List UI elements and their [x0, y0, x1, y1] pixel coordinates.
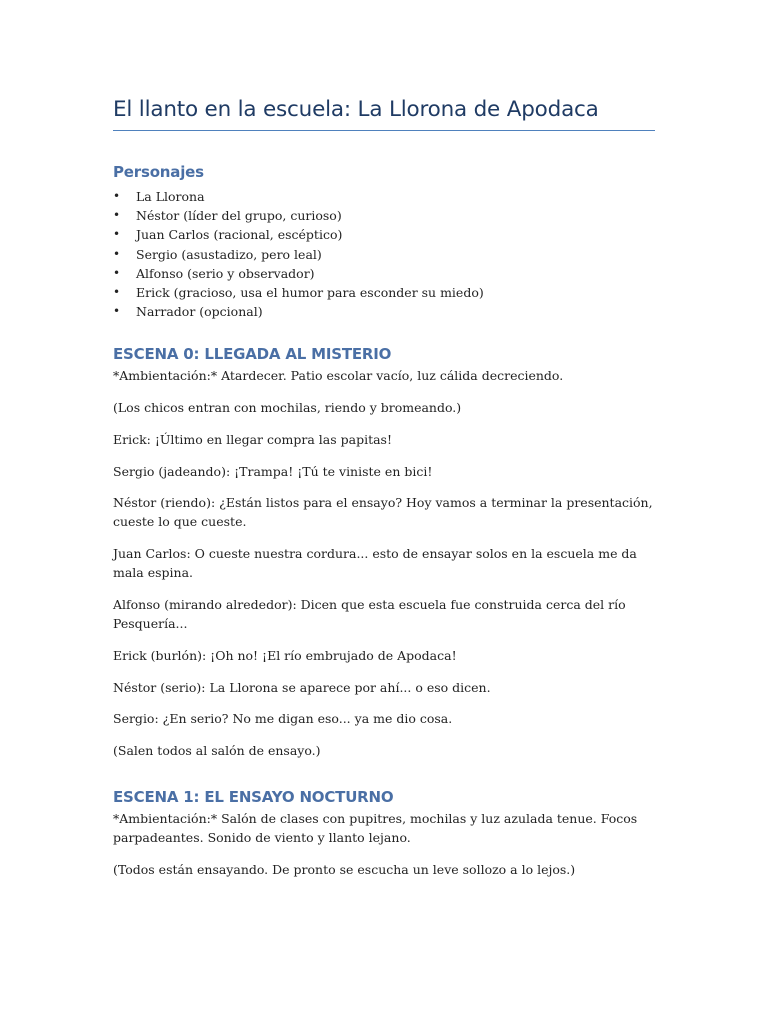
script-line: *Ambientación:* Atardecer. Patio escolar vacío, luz cálida decreciendo.: [113, 368, 564, 384]
script-line: (Todos están ensayando. De pronto se escucha un leve sollozo a lo lejos.): [113, 862, 576, 878]
script-line: Sergio: ¿En serio? No me digan eso... ya me dio cosa.: [113, 711, 453, 727]
script-line: (Salen todos al salón de ensayo.): [113, 743, 321, 759]
bullet-icon: •: [113, 265, 121, 280]
character-name: Erick (gracioso, usa el humor para esconder su miedo): [136, 285, 484, 301]
bullet-icon: •: [113, 246, 121, 261]
script-line: Erick (burlón): ¡Oh no! ¡El río embrujado de Apodaca!: [113, 647, 457, 663]
list-item: [113, 187, 655, 206]
list-item: [113, 206, 655, 225]
script-line: Sergio (jadeando): ¡Trampa! ¡Tú te viniste en bici!: [113, 463, 433, 479]
bullet-icon: •: [113, 227, 121, 242]
bullet-icon: •: [113, 189, 121, 203]
list-item: [113, 225, 655, 244]
list-item: [113, 245, 655, 264]
document-title: El llanto en la escuela: La Llorona de Apodaca: [113, 96, 655, 131]
character-name: Alfonso (serio y observador): [136, 265, 315, 281]
document-page: [113, 96, 655, 892]
script-line: Juan Carlos: O cueste nuestra cordura... esto de ensayar solos en la escuela me da mala espina.: [113, 546, 637, 581]
list-item: [113, 283, 655, 302]
character-name: Sergio (asustadizo, pero leal): [136, 246, 322, 262]
bullet-icon: •: [113, 285, 121, 300]
character-name: Juan Carlos (racional, escéptico): [136, 227, 343, 243]
bullet-icon: •: [113, 208, 121, 223]
script-line: Erick: ¡Último en llegar compra las papitas!: [113, 431, 392, 447]
heading-escena-1: ESCENA 1: EL ENSAYO NOCTURNO: [113, 788, 394, 807]
list-item: [113, 264, 655, 283]
list-item: [113, 302, 655, 321]
character-name: Narrador (opcional): [136, 304, 263, 320]
character-list: [113, 187, 655, 321]
character-name: Néstor (líder del grupo, curioso): [136, 208, 342, 224]
character-name: La Llorona: [136, 189, 205, 204]
escena-0-body: [113, 366, 655, 760]
script-line: *Ambientación:* Salón de clases con pupitres, mochilas y luz azulada tenue. Focos parpadeantes. Sonido de viento y llanto lejano.: [113, 811, 638, 846]
heading-escena-0: ESCENA 0: LLEGADA AL MISTERIO: [113, 345, 392, 364]
script-line: (Los chicos entran con mochilas, riendo y bromeando.): [113, 400, 462, 416]
bullet-icon: •: [113, 304, 121, 319]
script-line: Néstor (serio): La Llorona se aparece por ahí... o eso dicen.: [113, 679, 491, 695]
escena-1-body: [113, 809, 655, 879]
heading-personajes: Personajes: [113, 163, 204, 181]
script-line: Alfonso (mirando alrededor): Dicen que esta escuela fue construida cerca del río Pesquería...: [113, 597, 626, 632]
script-line: Néstor (riendo): ¿Están listos para el ensayo? Hoy vamos a terminar la presentación, cueste lo que cueste.: [113, 495, 653, 530]
